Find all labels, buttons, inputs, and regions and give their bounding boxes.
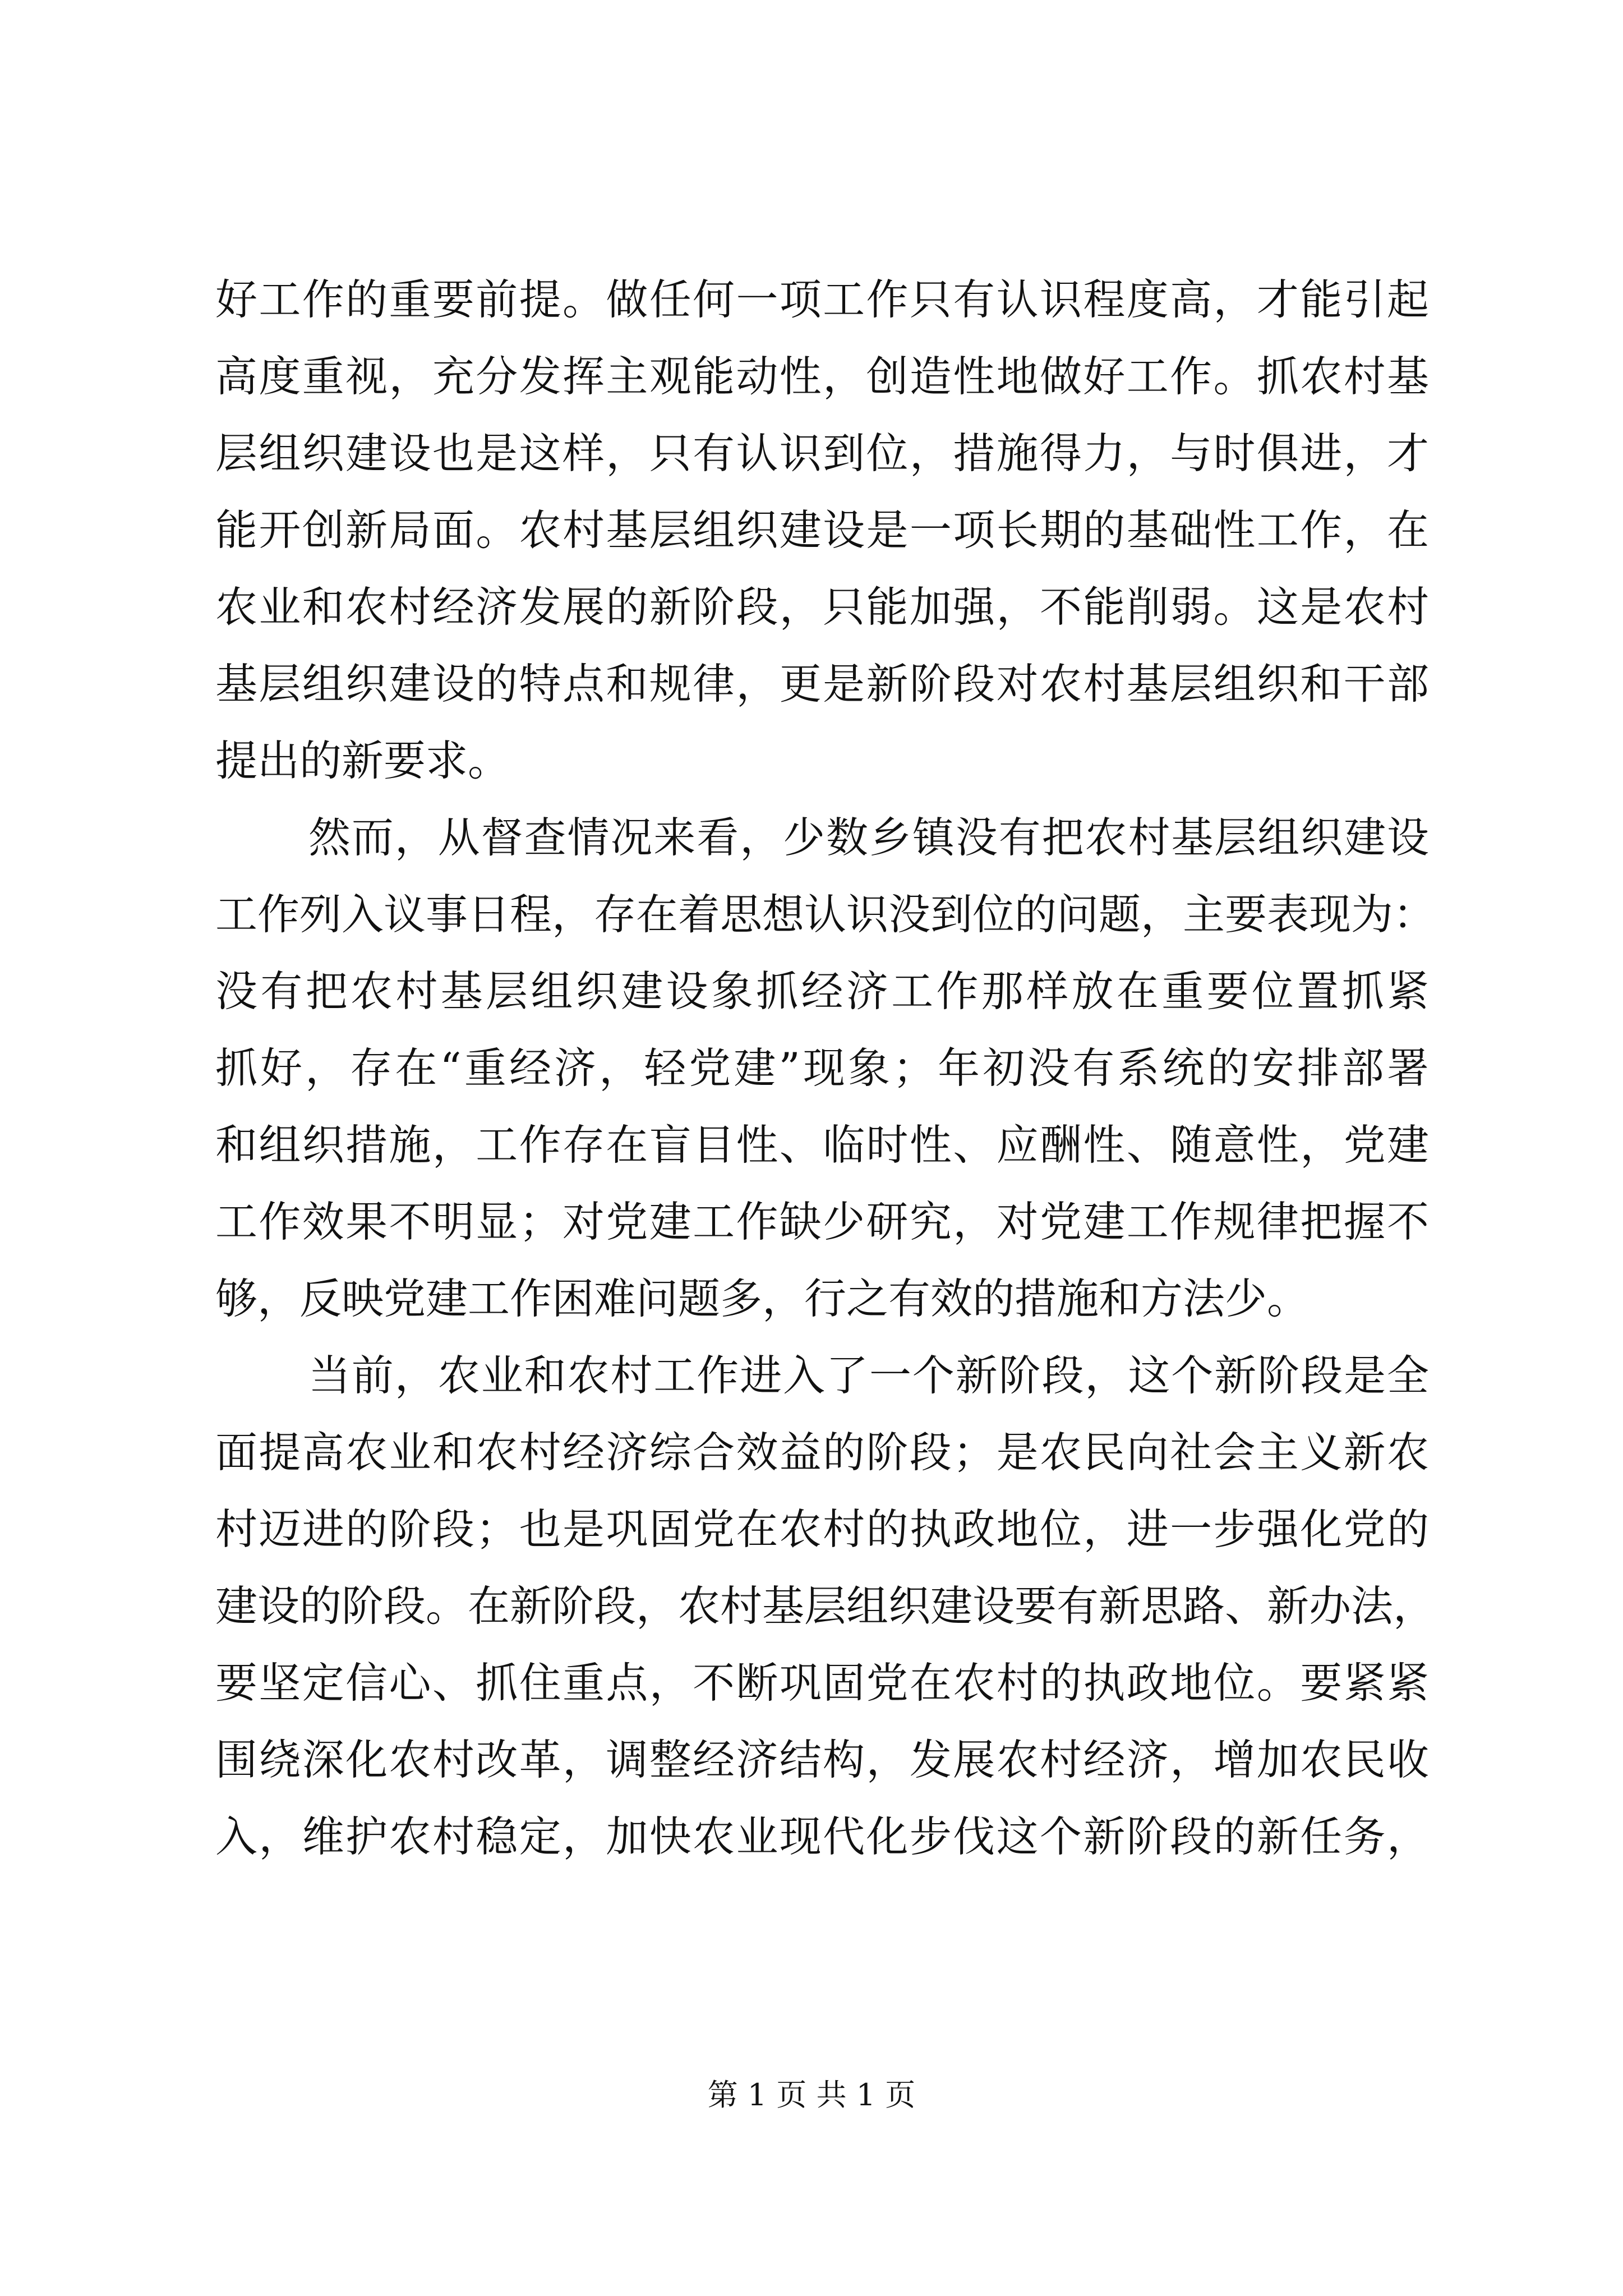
paragraph-line: 村迈进的阶段；也是巩固党在农村的执政地位，进一步强化党的 <box>215 1504 1429 1554</box>
paragraph-line: 面提高农业和农村经济综合效益的阶段；是农民向社会主义新农 <box>215 1428 1429 1477</box>
paragraph-line: 基层组织建设的特点和规律，更是新阶段对农村基层组织和干部 <box>215 659 1429 708</box>
paragraph-line: 工作列入议事日程，存在着思想认识没到位的问题，主要表现为： <box>215 890 1436 939</box>
paragraph-line: 入，维护农村稳定，加快农业现代化步伐这个新阶段的新任务， <box>215 1812 1429 1861</box>
paragraph-line: 没有把农村基层组织建设象抓经济工作那样放在重要位置抓紧 <box>215 967 1429 1016</box>
paragraph-line: 高度重视，充分发挥主观能动性，创造性地做好工作。抓农村基 <box>215 352 1429 401</box>
paragraph-line: 提出的新要求。 <box>215 736 510 785</box>
paragraph-line: 然而，从督查情况来看，少数乡镇没有把农村基层组织建设 <box>308 813 1429 862</box>
page-footer: 第 1 页 共 1 页 <box>707 2077 916 2113</box>
paragraph-line: 要坚定信心、抓住重点，不断巩固党在农村的执政地位。要紧紧 <box>215 1658 1429 1708</box>
paragraph-3 <box>215 1337 1436 1875</box>
paragraph-line: 抓好，存在“重经济，轻党建”现象；年初没有系统的安排部署 <box>215 1043 1429 1093</box>
paragraph-line: 够，反映党建工作困难问题多，行之有效的措施和方法少。 <box>215 1274 1310 1323</box>
paragraph-1 <box>215 261 1429 799</box>
paragraph-2 <box>215 799 1436 1337</box>
paragraph-line: 农业和农村经济发展的新阶段，只能加强，不能削弱。这是农村 <box>215 582 1429 632</box>
paragraph-line: 建设的阶段。在新阶段，农村基层组织建设要有新思路、新办法， <box>215 1581 1436 1631</box>
paragraph-line: 当前，农业和农村工作进入了一个新阶段，这个新阶段是全 <box>308 1351 1429 1400</box>
paragraph-line: 围绕深化农村改革，调整经济结构，发展农村经济，增加农民收 <box>215 1735 1429 1784</box>
document-body <box>215 261 1436 1875</box>
paragraph-line: 能开创新局面。农村基层组织建设是一项长期的基础性工作，在 <box>215 505 1429 555</box>
paragraph-line: 和组织措施，工作存在盲目性、临时性、应酬性、随意性，党建 <box>215 1120 1429 1170</box>
paragraph-line: 好工作的重要前提。做任何一项工作只有认识程度高，才能引起 <box>215 275 1429 324</box>
paragraph-line: 工作效果不明显；对党建工作缺少研究，对党建工作规律把握不 <box>215 1197 1429 1246</box>
paragraph-line: 层组织建设也是这样，只有认识到位，措施得力，与时俱进，才 <box>215 429 1429 478</box>
